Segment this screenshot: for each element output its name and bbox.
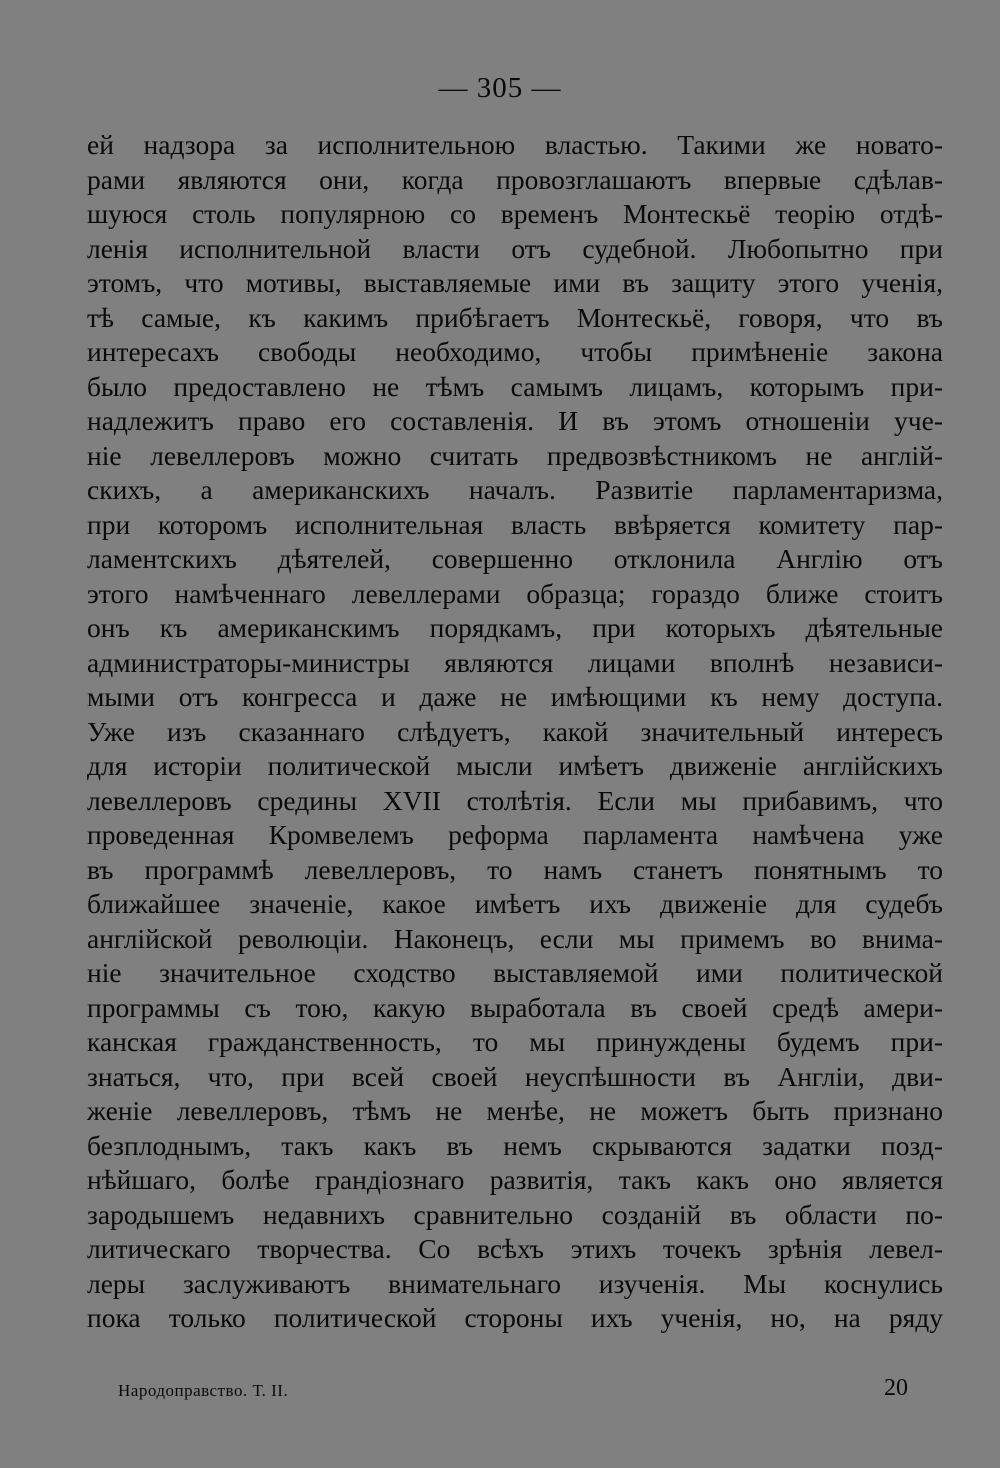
text-line: безплоднымъ, такъ какъ въ немъ скрываются задатки позд- — [87, 1129, 943, 1161]
text-line: программы съ тою, какую выработала въ своей средѣ амери- — [87, 991, 943, 1023]
text-line: знаться, что, при всей своей неуспѣшности въ Англіи, дви- — [87, 1060, 943, 1092]
text-line: ей надзора за исполнительною властью. Такими же новато- — [87, 129, 943, 160]
text-line: ніе левеллеровъ можно считать предвозвѣстникомъ не англій- — [87, 439, 943, 471]
text-line: литическаго творчества. Со всѣхъ этихъ точекъ зрѣнія левел- — [87, 1233, 943, 1264]
text-line: интересахъ свободы необходимо, чтобы примѣненіе закона — [87, 336, 943, 367]
text-line: было предоставлено не тѣмъ самымъ лицамъ, которымъ при- — [87, 370, 943, 402]
text-line: ламентскихъ дѣятелей, совершенно отклонила Англію отъ — [87, 543, 943, 574]
text-line: ленія исполнительной власти отъ судебной. Любопытно при — [87, 232, 943, 264]
text-line: мыми отъ конгресса и даже не имѣющими къ нему доступа. — [87, 681, 943, 712]
text-line: ніе значительное сходство выставляемой ими политической — [87, 957, 943, 988]
text-line: при которомъ исполнительная власть ввѣряется комитету пар- — [87, 508, 943, 540]
footer-sheet-number: 20 — [884, 1375, 908, 1401]
text-line: надлежитъ право его составленія. И въ этомъ отношеніи уче- — [87, 405, 943, 436]
body-text — [87, 128, 943, 1336]
text-line: левеллеровъ средины XVII столѣтія. Если мы прибавимъ, что — [87, 784, 943, 816]
footer-book-title: Народоправство. Т. II. — [118, 1381, 289, 1400]
text-line: леры заслуживаютъ внимательнаго изученія. Мы коснулись — [87, 1267, 943, 1299]
text-line: рами являются они, когда провозглашаютъ впервые сдѣлав- — [87, 163, 943, 195]
text-line: зародышемъ недавнихъ сравнительно созданій въ области по- — [87, 1198, 943, 1230]
text-line: женіе левеллеровъ, тѣмъ не менѣе, не можетъ быть признано — [87, 1095, 943, 1126]
text-line: нѣйшаго, болѣе грандіознаго развитія, такъ какъ оно является — [87, 1164, 943, 1195]
text-line: тѣ самые, къ какимъ прибѣгаетъ Монтескьё, говоря, что въ — [87, 301, 943, 333]
text-line: шуюся столь популярною со временъ Монтескьё теорію отдѣ- — [87, 198, 943, 229]
text-line: проведенная Кромвелемъ реформа парламента намѣчена уже — [87, 819, 943, 850]
text-line: ближайшее значеніе, какое имѣетъ ихъ движеніе для судебъ — [87, 888, 943, 919]
text-line: Уже изъ сказаннаго слѣдуетъ, какой значительный интересъ — [87, 715, 943, 747]
page-number: — 305 — — [438, 72, 562, 104]
text-line: въ программѣ левеллеровъ, то намъ станетъ понятнымъ то — [87, 853, 943, 885]
text-line: администраторы-министры являются лицами вполнѣ независи- — [87, 646, 943, 678]
text-line: пока только политической стороны ихъ ученія, но, на ряду — [87, 1302, 943, 1333]
text-line: канская гражданственность, то мы принуждены будемъ при- — [87, 1026, 943, 1057]
text-line: для исторіи политической мысли имѣетъ движеніе англійскихъ — [87, 750, 943, 781]
text-line: англійской революціи. Наконецъ, если мы примемъ во внима- — [87, 922, 943, 954]
text-line: этомъ, что мотивы, выставляемые ими въ защиту этого ученія, — [87, 267, 943, 298]
page-footer — [118, 1375, 908, 1415]
text-line: онъ къ американскимъ порядкамъ, при которыхъ дѣятельные — [87, 612, 943, 643]
text-line: скихъ, а американскихъ началъ. Развитіе парламентаризма, — [87, 474, 943, 505]
text-line: этого намѣченнаго левеллерами образца; гораздо ближе стоитъ — [87, 577, 943, 609]
